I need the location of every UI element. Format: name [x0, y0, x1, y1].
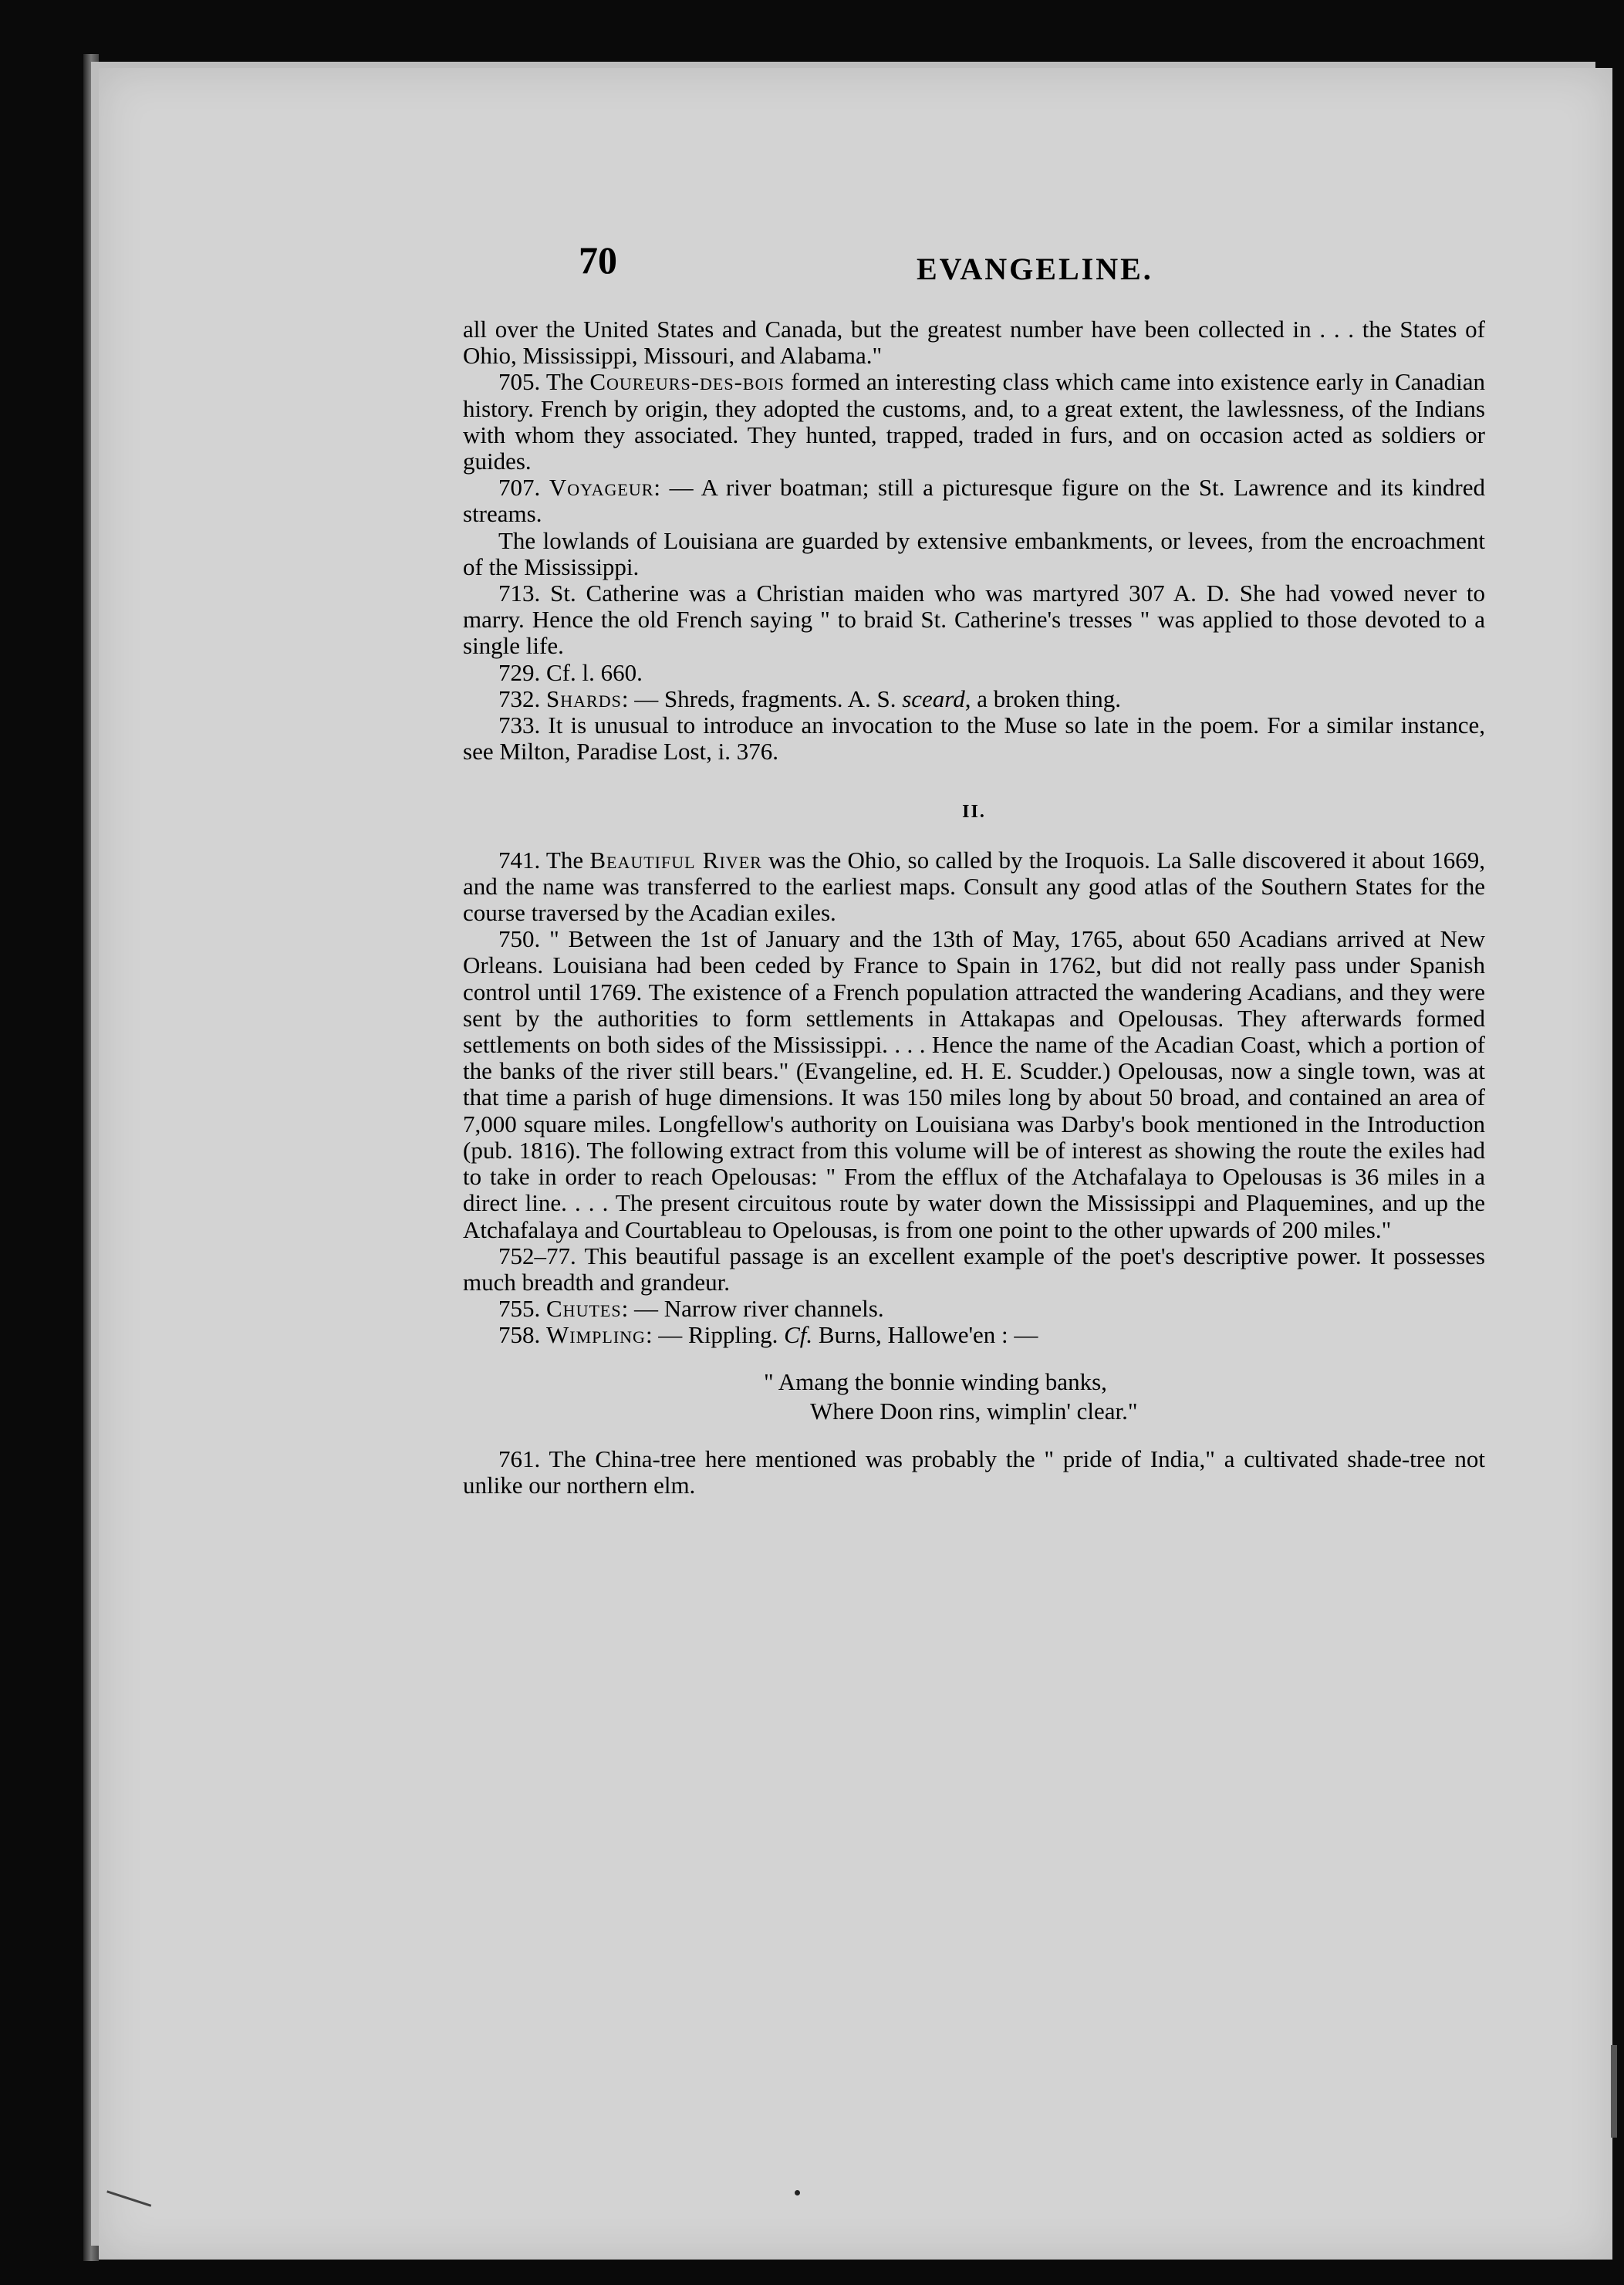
note-741	[463, 847, 1485, 927]
note-707-continued: The lowlands of Louisiana are guarded by extensive embankments, or levees, from the encroachment of the Mississippi.	[463, 526, 1485, 580]
note-text: The	[545, 846, 584, 874]
verse-quote	[764, 1367, 1485, 1426]
note-707	[463, 475, 1485, 527]
note-text: The	[545, 368, 584, 396]
note-term: Shards	[546, 684, 622, 712]
note-755	[463, 1296, 1485, 1322]
note-number: 741.	[498, 846, 541, 874]
note-term: Beautiful River	[589, 846, 762, 874]
note-term: Coureurs-des-bois	[589, 368, 785, 396]
page-number: 70	[579, 238, 617, 282]
note-number: 707.	[498, 474, 541, 502]
note-text: : — Rippling.	[645, 1321, 778, 1349]
note-number: 755.	[498, 1295, 541, 1323]
note-text: , a broken thing.	[964, 684, 1122, 712]
page-edge-mark	[1611, 2045, 1617, 2138]
note-text: : — Shreds, fragments. A. S.	[621, 684, 896, 712]
note-text: : — A river boatman; still a picturesque figure on the St. Lawrence and its kindred streams.	[463, 474, 1485, 528]
note-number: 732.	[498, 684, 541, 712]
note-text: Burns, Hallowe'en : —	[818, 1321, 1038, 1349]
running-head: EVANGELINE.	[917, 252, 1153, 286]
etymology-word: sceard	[902, 684, 965, 712]
note-750: 750. " Between the 1st of January and the 13th of May, 1765, about 650 Acadians arrived at New Orleans. Louisiana had been ceded by France to Spain in 1762, but did not really pass under Spanish control until 1769. The existence of a French population attracted the wandering Acadians, and they were sent by the authorities to form settlements in Attakapas and Opelousas. They afterwards formed settlements on both sides of the Mississippi. . . . Hence the name of the Acadian Coast, which a portion of the banks of the river still bears." (Evangeline, ed. H. E. Scudder.) Opelousas, now a single town, was at that time a parish of huge dimensions. It was 150 miles long by about 50 broad, and contained an area of 7,000 square miles. Longfellow's authority on Louisiana was Darby's book mentioned in the Introduction (pub. 1816). The following extract from this volume will be of interest as showing the route the exiles had to take in order to reach Opelousas: " From the efflux of the Atchafalaya to Opelousas is 36 miles in a direct line. . . . The present circuitous route by water down the Mississippi and Plaquemines, and up the Atchafalaya and Courtableau to Opelousas, is from one point to the other upwards of 200 miles."	[463, 925, 1485, 1243]
note-text: : — Narrow river channels.	[621, 1295, 884, 1323]
note-number: 705.	[498, 368, 541, 396]
note-term: Wimpling	[546, 1321, 646, 1349]
section-heading: II.	[962, 802, 986, 823]
note-705	[463, 369, 1485, 475]
page-content	[463, 238, 1486, 1499]
speck-mark	[795, 2190, 800, 2195]
note-729: 729. Cf. l. 660.	[498, 658, 643, 686]
note-term: Voyageur	[549, 474, 654, 502]
note-continuation: all over the United States and Canada, but the greatest number have been collected in . . . the States of Ohio, Mississippi, Missouri, and Alabama."	[463, 316, 1485, 370]
cf-abbrev: Cf.	[784, 1321, 813, 1349]
note-text: formed an interesting class which came into existence early in Canadian history. French by origin, they adopted the customs, and, to a great extent, the lawlessness, of the Indians with whom they associated. They hunted, trapped, traded in furs, and on occasion acted as soldiers or guides.	[463, 368, 1486, 475]
note-term: Chutes	[546, 1295, 622, 1323]
note-713: 713. St. Catherine was a Christian maiden who was martyred 307 A. D. She had vowed never to marry. Hence the old French saying " to braid St. Catherine's tresses " was applied to those devoted to a single life.	[463, 580, 1485, 660]
page-header	[463, 238, 1485, 316]
note-733: 733. It is unusual to introduce an invocation to the Muse so late in the poem. For a similar instance, see Milton, Paradise Lost, i. 376.	[463, 712, 1485, 766]
note-758	[463, 1322, 1485, 1348]
note-752: 752–77. This beautiful passage is an excellent example of the poet's descriptive power. It possesses much breadth and grandeur.	[463, 1242, 1485, 1296]
note-number: 758.	[498, 1321, 541, 1349]
verse-line: Where Doon rins, wimplin' clear."	[810, 1397, 1138, 1425]
note-761: 761. The China-tree here mentioned was probably the " pride of India," a cultivated shade-tree not unlike our northern elm.	[463, 1445, 1485, 1499]
note-text: was the Ohio, so called by the Iroquois. La Salle discovered it about 1669, and the name was transferred to the earliest maps. Consult any good atlas of the Southern States for the course traversed by the Acadian exiles.	[463, 846, 1485, 927]
verse-line: " Amang the bonnie winding banks,	[764, 1367, 1107, 1395]
note-732	[463, 686, 1485, 712]
